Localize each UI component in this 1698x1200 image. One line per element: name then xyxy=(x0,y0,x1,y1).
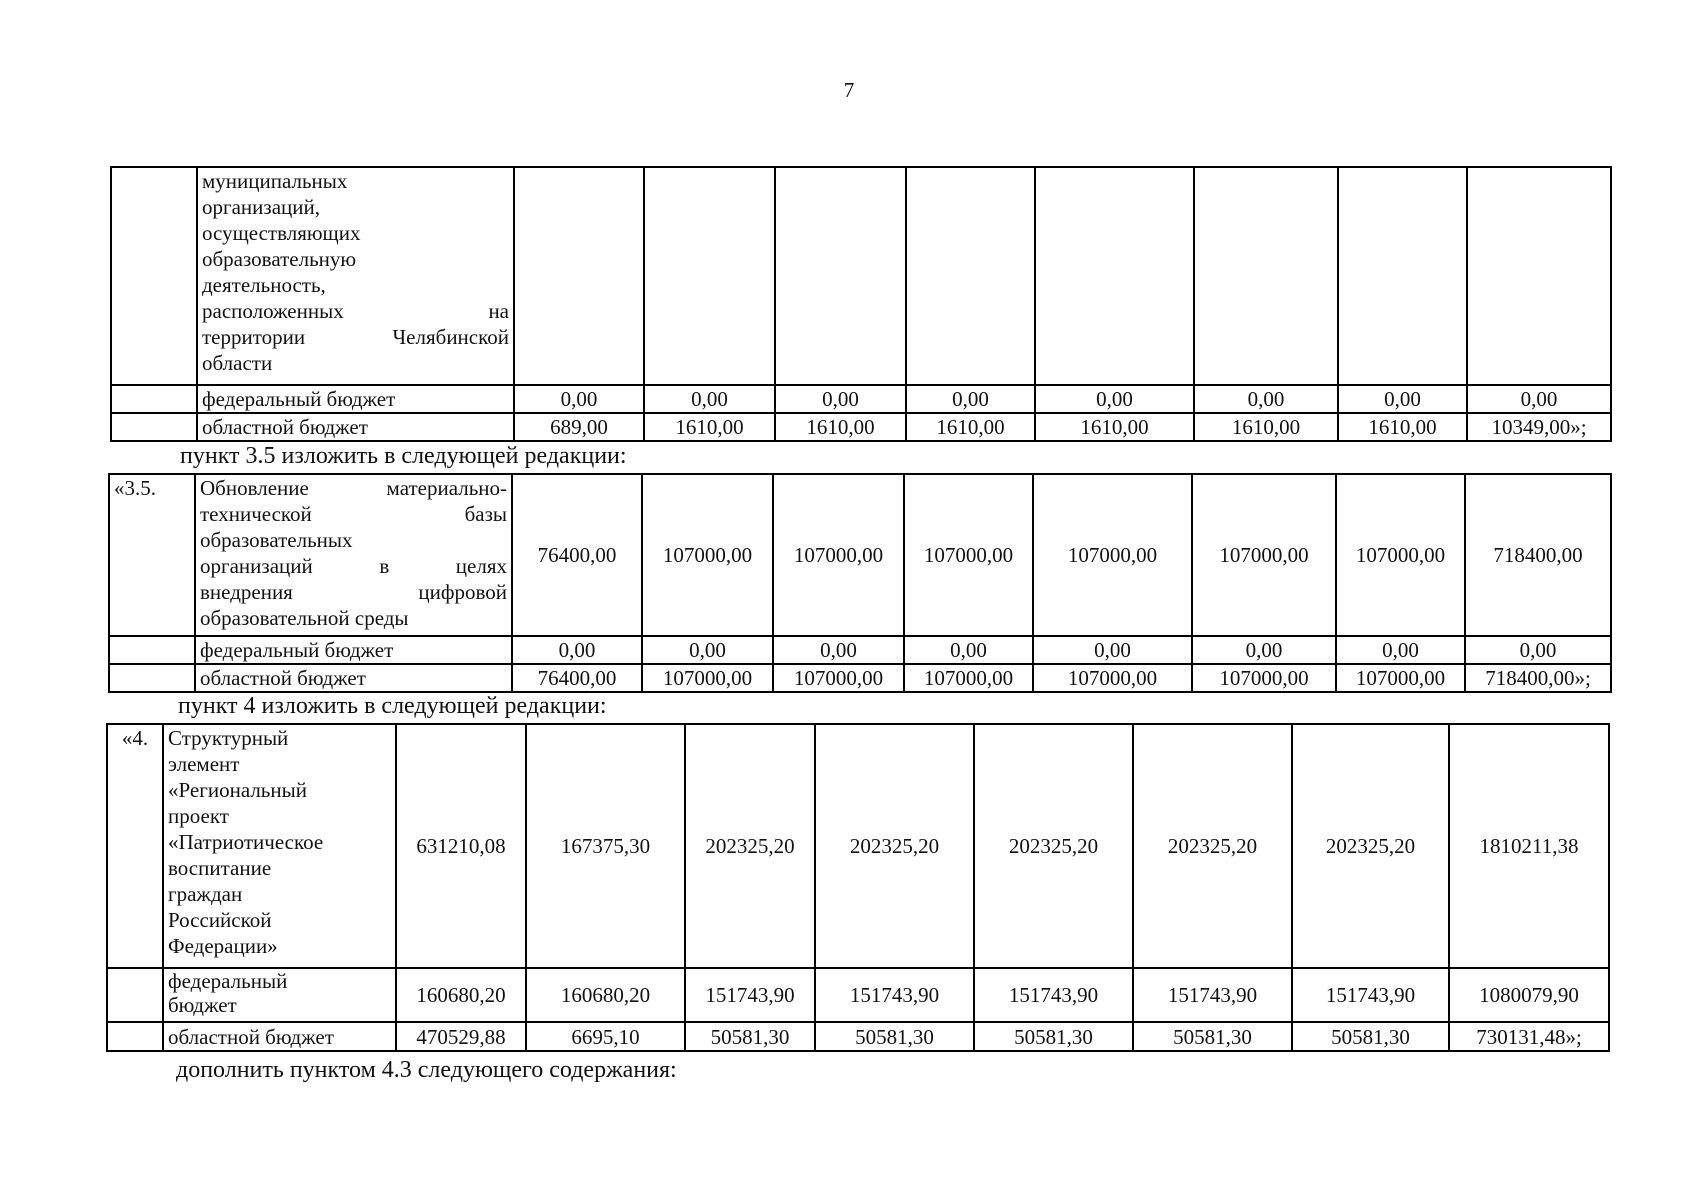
value-cell: 0,00 xyxy=(514,385,644,413)
name-line: осуществляющих xyxy=(202,221,361,245)
name-line: Структурный xyxy=(168,726,289,750)
value-cell: 0,00 xyxy=(1033,636,1192,664)
page-number: 7 xyxy=(843,78,855,102)
name-line: Федерации» xyxy=(168,934,278,958)
value-cell: 0,00 xyxy=(512,636,642,664)
value-cell: 202325,20 xyxy=(1133,724,1292,968)
value-cell: 0,00 xyxy=(904,636,1033,664)
name-line: области xyxy=(202,351,273,375)
value-cell: 0,00 xyxy=(1192,636,1336,664)
row-label: федеральный бюджет xyxy=(195,636,512,664)
value-cell: 202325,20 xyxy=(685,724,815,968)
name-line: территории Челябинской xyxy=(202,325,509,349)
table-row-federal xyxy=(109,636,1611,664)
name-line: граждан xyxy=(168,882,243,906)
name-cell xyxy=(163,724,396,968)
paragraph-text: пункт 3.5 изложить в следующей редакции: xyxy=(180,443,627,469)
name-line: организаций в целях xyxy=(200,554,507,578)
value-cell: 76400,00 xyxy=(512,664,642,692)
name-line: деятельность, xyxy=(202,273,326,297)
item-number: «3.5. xyxy=(109,474,195,636)
row-label: областной бюджет xyxy=(163,1022,396,1051)
value-cell: 107000,00 xyxy=(1192,474,1336,636)
value-cell: 0,00 xyxy=(1465,636,1611,664)
row-label: областной бюджет xyxy=(195,664,512,692)
value-cell: 1610,00 xyxy=(906,413,1035,441)
value-cell: 0,00 xyxy=(773,636,904,664)
value-cell: 107000,00 xyxy=(904,664,1033,692)
name-line: организаций, xyxy=(202,195,320,219)
name-line: Российской xyxy=(168,908,272,932)
table-row-regional xyxy=(111,413,1611,441)
value-cell: 1610,00 xyxy=(1338,413,1467,441)
value-cell: 1810211,38 xyxy=(1449,724,1609,968)
value-cell: 0,00 xyxy=(1336,636,1465,664)
value-cell: 107000,00 xyxy=(773,664,904,692)
value-cell: 0,00 xyxy=(1035,385,1194,413)
value-cell: 730131,48»; xyxy=(1449,1022,1609,1051)
value-cell: 1610,00 xyxy=(1035,413,1194,441)
value-cell: 202325,20 xyxy=(1292,724,1449,968)
value-cell: 1610,00 xyxy=(775,413,906,441)
value-cell: 50581,30 xyxy=(1292,1022,1449,1051)
value-cell: 0,00 xyxy=(906,385,1035,413)
value-cell: 0,00 xyxy=(642,636,773,664)
value-cell: 107000,00 xyxy=(1336,474,1465,636)
value-cell: 1610,00 xyxy=(1194,413,1338,441)
value-cell: 470529,88 xyxy=(396,1022,526,1051)
value-cell: 0,00 xyxy=(1338,385,1467,413)
value-cell: 202325,20 xyxy=(815,724,974,968)
name-line: «Патриотическое xyxy=(168,830,324,854)
value-cell: 1610,00 xyxy=(644,413,775,441)
name-line: Обновление материально- xyxy=(200,476,507,500)
table-row-federal xyxy=(107,968,1609,1022)
value-cell: 0,00 xyxy=(644,385,775,413)
name-line: воспитание xyxy=(168,856,272,880)
table-item-4 xyxy=(106,723,1610,1052)
table-row xyxy=(107,724,1609,968)
name-line: внедрения цифровой xyxy=(200,580,507,604)
value-cell: 107000,00 xyxy=(904,474,1033,636)
value-cell: 107000,00 xyxy=(642,664,773,692)
name-line: элемент xyxy=(168,752,240,776)
table-row xyxy=(111,167,1611,385)
name-line: проект xyxy=(168,804,229,828)
name-line: расположенных на xyxy=(202,299,509,323)
value-cell: 50581,30 xyxy=(685,1022,815,1051)
table-row xyxy=(109,474,1611,636)
value-cell: 151743,90 xyxy=(815,968,974,1022)
value-cell: 50581,30 xyxy=(974,1022,1133,1051)
value-cell: 0,00 xyxy=(1467,385,1611,413)
value-cell: 160680,20 xyxy=(396,968,526,1022)
value-cell: 0,00 xyxy=(775,385,906,413)
name-line: образовательных xyxy=(200,528,353,552)
name-line: образовательную xyxy=(202,247,357,271)
item-number: «4. xyxy=(107,724,163,968)
name-line: муниципальных xyxy=(202,169,348,193)
row-label: федеральный бюджет xyxy=(197,385,514,413)
value-cell: 107000,00 xyxy=(1336,664,1465,692)
value-cell: 50581,30 xyxy=(1133,1022,1292,1051)
value-cell: 1080079,90 xyxy=(1449,968,1609,1022)
name-line: «Региональный xyxy=(168,778,307,802)
value-cell: 167375,30 xyxy=(526,724,685,968)
value-cell: 151743,90 xyxy=(1292,968,1449,1022)
value-cell: 10349,00»; xyxy=(1467,413,1611,441)
value-cell: 6695,10 xyxy=(526,1022,685,1051)
table-row-regional xyxy=(107,1022,1609,1051)
paragraph-text: пункт 4 изложить в следующей редакции: xyxy=(178,693,607,719)
value-cell: 50581,30 xyxy=(815,1022,974,1051)
value-cell: 631210,08 xyxy=(396,724,526,968)
value-cell: 151743,90 xyxy=(1133,968,1292,1022)
paragraph-text: дополнить пунктом 4.3 следующего содержания: xyxy=(176,1057,677,1083)
value-cell: 107000,00 xyxy=(773,474,904,636)
value-cell: 107000,00 xyxy=(1033,664,1192,692)
value-cell: 718400,00 xyxy=(1465,474,1611,636)
value-cell: 151743,90 xyxy=(685,968,815,1022)
table-continuation xyxy=(110,166,1612,442)
name-line: образовательной среды xyxy=(200,606,409,630)
value-cell: 689,00 xyxy=(514,413,644,441)
row-label: областной бюджет xyxy=(197,413,514,441)
name-cell xyxy=(197,167,514,385)
value-cell: 107000,00 xyxy=(1192,664,1336,692)
table-row-federal xyxy=(111,385,1611,413)
table-item-3-5 xyxy=(108,473,1612,693)
value-cell: 107000,00 xyxy=(1033,474,1192,636)
id-cell xyxy=(111,167,197,385)
row-label: федеральный бюджет xyxy=(163,968,396,1022)
value-cell: 76400,00 xyxy=(512,474,642,636)
name-cell xyxy=(195,474,512,636)
value-cell: 718400,00»; xyxy=(1465,664,1611,692)
value-cell: 151743,90 xyxy=(974,968,1133,1022)
value-cell: 160680,20 xyxy=(526,968,685,1022)
value-cell: 202325,20 xyxy=(974,724,1133,968)
value-cell: 107000,00 xyxy=(642,474,773,636)
value-cell: 0,00 xyxy=(1194,385,1338,413)
name-line: технической базы xyxy=(200,502,507,526)
table-row-regional xyxy=(109,664,1611,692)
